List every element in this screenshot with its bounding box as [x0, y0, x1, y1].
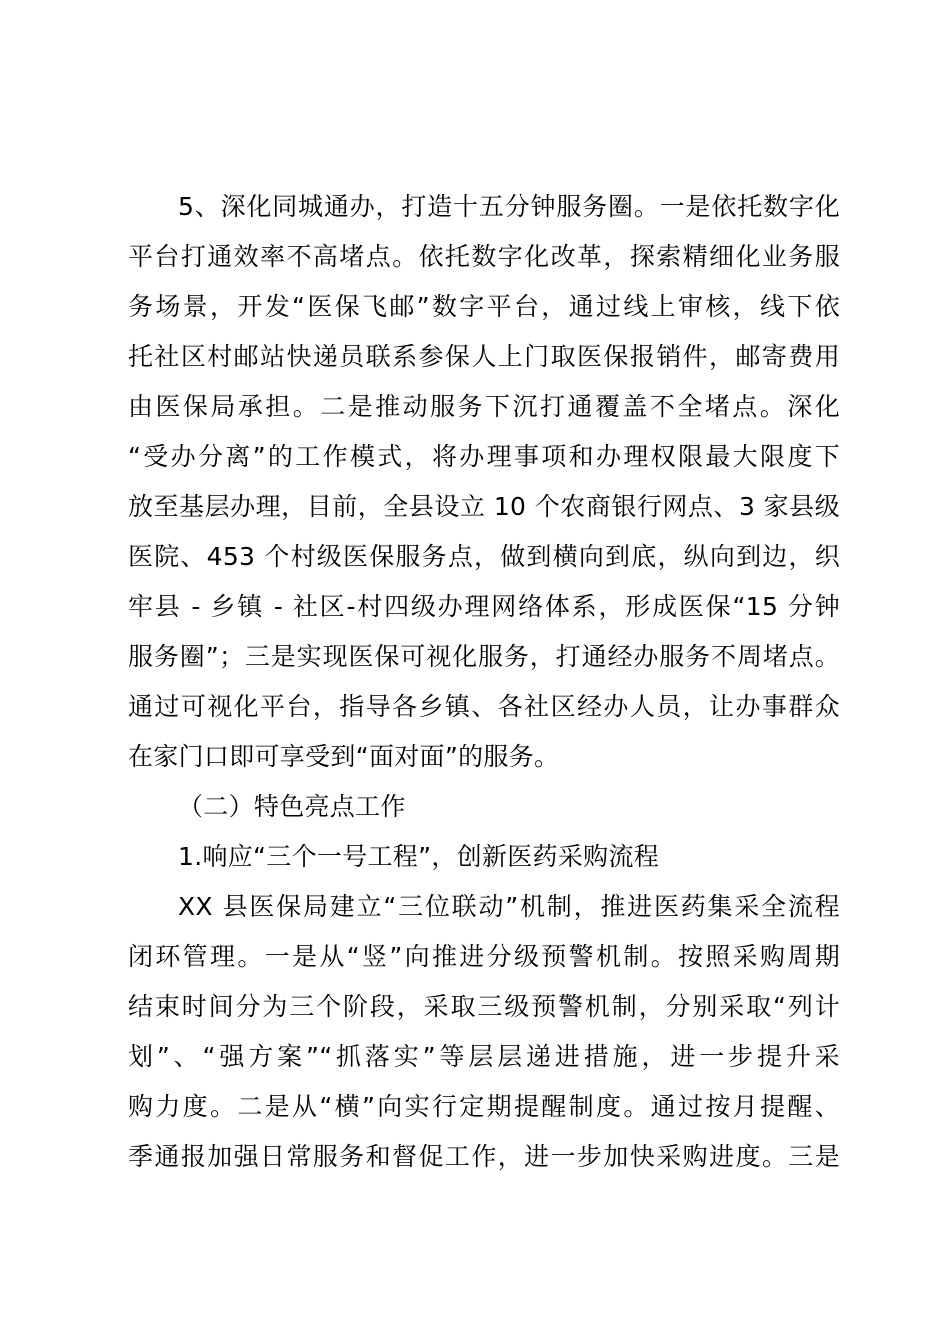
paragraph-procurement: [128, 882, 840, 1182]
text-line: XX 县医保局建立“三位联动”机制，推进医药集采全流程: [178, 892, 840, 921]
text-line: 由医保局承担。二是推动服务下沉打通覆盖不全堵点。深化: [128, 392, 840, 421]
text-line: “受办分离”的工作模式，将办理事项和办理权限最大限度下: [128, 442, 840, 471]
text-line: 闭环管理。一是从“竖”向推进分级预警机制。按照采购周期: [128, 942, 840, 971]
text-line: 季通报加强日常服务和督促工作，进一步加快采购进度。三是: [128, 1142, 840, 1171]
document-body: [128, 182, 840, 1182]
paragraph-service-circle: [128, 182, 840, 782]
section-heading-text: （二）特色亮点工作: [178, 792, 406, 821]
subheading: [128, 832, 840, 882]
text-line: 通过可视化平台，指导各乡镇、各社区经办人员，让办事群众: [128, 692, 840, 721]
text-line: 购力度。二是从“横”向实行定期提醒制度。通过按月提醒、: [128, 1092, 840, 1121]
text-line: 放至基层办理，目前，全县设立 10 个农商银行网点、3 家县级: [128, 492, 840, 521]
text-line: 结束时间分为三个阶段，采取三级预警机制，分别采取“列计: [128, 992, 840, 1021]
text-line: 划”、“强方案”“抓落实”等层层递进措施，进一步提升采: [128, 1042, 840, 1071]
section-heading: [128, 782, 840, 832]
text-line: 5、深化同城通办，打造十五分钟服务圈。一是依托数字化: [178, 192, 840, 221]
text-line: 务场景，开发“医保飞邮”数字平台，通过线上审核，线下依: [128, 292, 840, 321]
text-line: 医院、453 个村级医保服务点，做到横向到底，纵向到边，织: [128, 542, 840, 571]
text-line: 托社区村邮站快递员联系参保人上门取医保报销件，邮寄费用: [128, 342, 840, 371]
text-line: 平台打通效率不高堵点。依托数字化改革，探索精细化业务服: [128, 242, 840, 271]
subheading-text: 1.响应“三个一号工程”，创新医药采购流程: [178, 842, 660, 871]
text-line: 在家门口即可享受到“面对面”的服务。: [128, 742, 560, 771]
text-line: 服务圈”；三是实现医保可视化服务，打通经办服务不周堵点。: [128, 642, 840, 671]
text-line: 牢县 - 乡镇 - 社区-村四级办理网络体系，形成医保“15 分钟: [128, 592, 840, 621]
